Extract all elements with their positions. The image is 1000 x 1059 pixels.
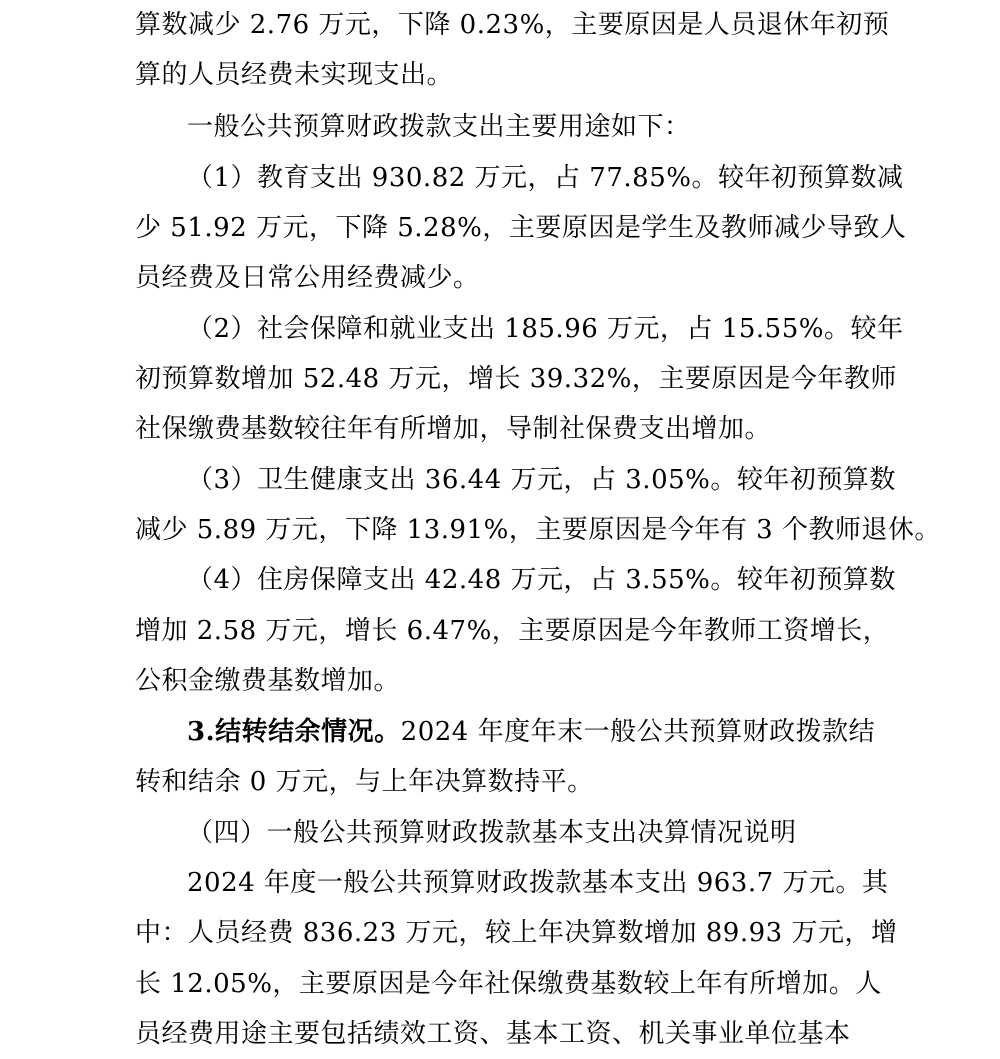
text-line: 员经费及日常公用经费减少。 bbox=[135, 263, 480, 293]
text-line: 社保缴费基数较往年有所增加，导制社保费支出增加。 bbox=[135, 414, 772, 444]
text-line: （1）教育支出 930.82 万元，占 77.85%。较年初预算数减 bbox=[187, 163, 904, 193]
text-line: 算的人员经费未实现支出。 bbox=[135, 60, 454, 90]
text-line: 少 51.92 万元，下降 5.28%，主要原因是学生及教师减少导致人 bbox=[135, 213, 907, 243]
text-line: 增加 2.58 万元，增长 6.47%，主要原因是今年教师工资增长， bbox=[135, 616, 890, 646]
text-line: 初预算数增加 52.48 万元，增长 39.32%，主要原因是今年教师 bbox=[135, 364, 897, 394]
text-line: 公积金缴费基数增加。 bbox=[135, 666, 401, 696]
text-line: 中：人员经费 836.23 万元，较上年决算数增加 89.93 万元，增 bbox=[135, 918, 898, 948]
text-line: 一般公共预算财政拨款支出主要用途如下： bbox=[187, 112, 691, 142]
text-line: （2）社会保障和就业支出 185.96 万元，占 15.55%。较年 bbox=[187, 314, 904, 344]
text-line: （4）住房保障支出 42.48 万元，占 3.55%。较年初预算数 bbox=[187, 565, 896, 595]
text-line: 2024 年度一般公共预算财政拨款基本支出 963.7 万元。其 bbox=[187, 868, 889, 898]
text-line: 算数减少 2.76 万元，下降 0.23%，主要原因是人员退休年初预 bbox=[135, 10, 890, 40]
text-line: 长 12.05%，主要原因是今年社保缴费基数较上年有所增加。人 bbox=[135, 969, 882, 999]
subsection-heading: （四）一般公共预算财政拨款基本支出决算情况说明 bbox=[187, 818, 797, 848]
section-heading: 3.结转结余情况。 bbox=[187, 717, 401, 747]
section-heading-line bbox=[0, 707, 1000, 757]
text-line: 员经费用途主要包括绩效工资、基本工资、机关事业单位基本 bbox=[135, 1019, 851, 1049]
text-line: 减少 5.89 万元，下降 13.91%，主要原因是今年有 3 个教师退休。 bbox=[135, 515, 941, 545]
text-line: 2024 年度年末一般公共预算财政拨款结 bbox=[400, 717, 876, 747]
text-line: （3）卫生健康支出 36.44 万元，占 3.05%。较年初预算数 bbox=[187, 465, 896, 495]
text-line: 转和结余 0 万元，与上年决算数持平。 bbox=[135, 767, 594, 797]
